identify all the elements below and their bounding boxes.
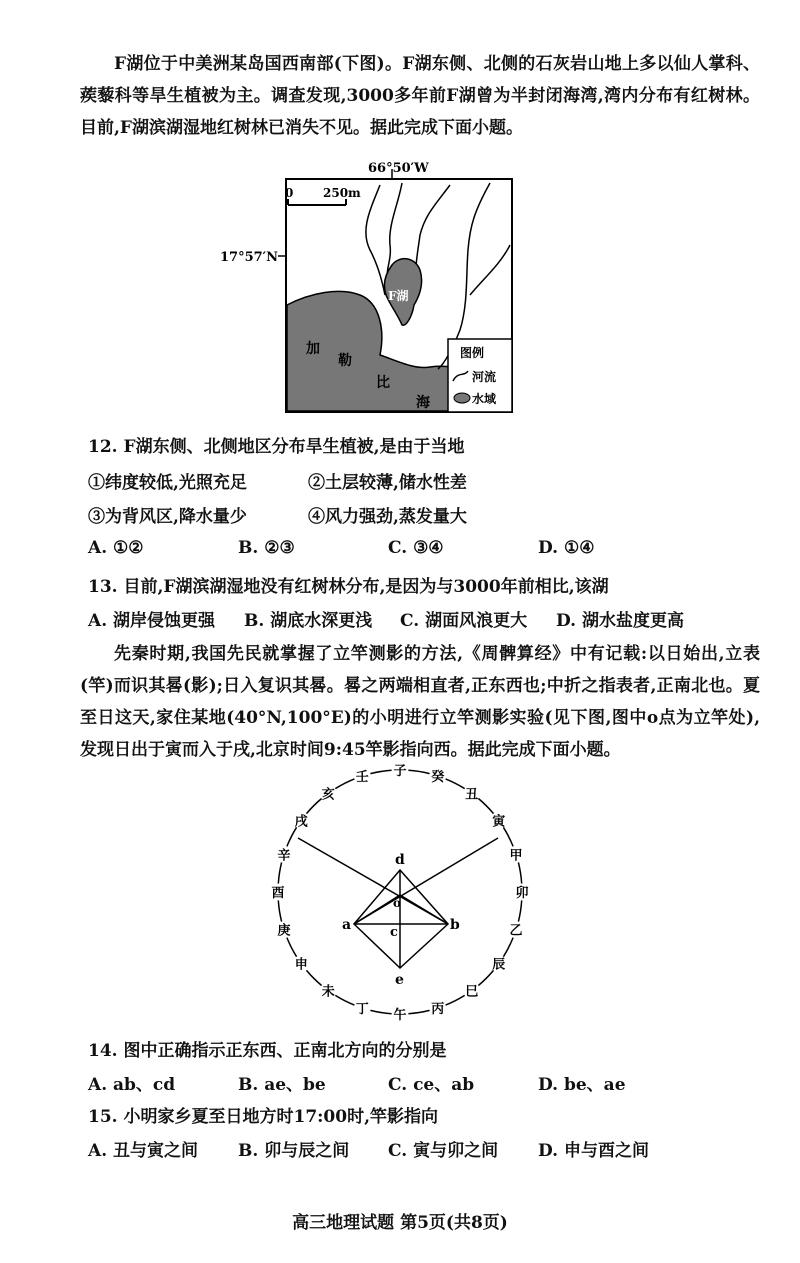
q12-item-1: ①纬度较低,光照充足 (88, 473, 247, 493)
q12-items-row-2 (88, 502, 768, 532)
point-a: a (342, 917, 352, 933)
q12-stem: 12. F湖东侧、北侧地区分布旱生植被,是由于当地 (88, 437, 465, 457)
dial-arc-8 (478, 970, 493, 985)
passage-1: F湖位于中美洲某岛国西南部(下图)。F湖东侧、北侧的石灰岩山地上多以仙人掌科、蒺藜科等旱生植被为主。调查发现,3000多年前F湖曾为半封闭海湾,湾内分布有红树林。目前,F湖滨湖湿地红树林已消失不见。据此完成下面小题。 (80, 54, 760, 138)
q15-option-c: C. 寅与卯之间 (388, 1141, 499, 1161)
scale-label: 250m (323, 186, 361, 200)
lake-label: F湖 (388, 289, 409, 303)
q14-option-b: B. ae、be (238, 1075, 326, 1095)
dial-branch-8: 辰 (492, 957, 506, 973)
q12-item-4: ④风力强劲,蒸发量大 (308, 507, 467, 527)
dial-arc-6 (518, 900, 521, 921)
point-b: b (450, 917, 460, 933)
dial-arc-16 (278, 862, 281, 883)
q12-option-a: A. ①② (88, 538, 144, 558)
legend-title: 图例 (460, 346, 485, 360)
dial-branch-11: 午 (393, 1008, 407, 1023)
dial-branch-1: 子 (393, 764, 407, 779)
q14-stem: 14. 图中正确指示正东西、正南北方向的分别是 (88, 1041, 447, 1061)
dial-branch-6: 卯 (515, 886, 529, 901)
q14-options (88, 1070, 768, 1100)
dial-arc-4 (503, 827, 513, 846)
dial-arc-2 (446, 779, 465, 789)
q15-option-a: A. 丑与寅之间 (88, 1141, 199, 1161)
dial-branch-14: 申 (294, 957, 308, 973)
q12-option-d: D. ①④ (538, 538, 595, 558)
q12-option-c: C. ③④ (388, 538, 444, 558)
dial-branch-7: 乙 (509, 923, 523, 939)
legend-water-icon (454, 393, 470, 403)
dial-branch-20: 壬 (355, 770, 369, 785)
legend-water-label: 水域 (472, 392, 497, 406)
legend-river-label: 河流 (472, 370, 497, 384)
dial-branch-12: 丁 (355, 1002, 369, 1017)
dial-arc-9 (446, 995, 465, 1005)
q15-option-d: D. 申与酉之间 (538, 1141, 649, 1161)
point-d: d (395, 852, 405, 868)
page-footer: 高三地理试题 第5页(共8页) (292, 1213, 508, 1233)
dial-arc-7 (503, 938, 513, 957)
dial-branch-9: 巳 (465, 984, 479, 1000)
dial-branch-19: 亥 (321, 787, 335, 803)
dial-branch-3: 丑 (465, 787, 479, 803)
point-c: c (390, 925, 398, 940)
dial-arc-1 (408, 770, 429, 773)
q12-item-2: ②土层较薄,储水性差 (308, 473, 467, 493)
q12-item-3: ③为背风区,降水量少 (88, 507, 247, 527)
q12-option-b: B. ②③ (238, 538, 295, 558)
dial-arc-18 (307, 799, 322, 814)
dial-arc-12 (335, 995, 354, 1005)
sea-char-4: 海 (416, 395, 430, 411)
point-o: o (393, 896, 402, 910)
dial-branch-18: 戌 (294, 814, 308, 830)
dial-branch-17: 辛 (277, 848, 291, 864)
dial-branch-10: 丙 (431, 1002, 445, 1017)
dial-branch-13: 未 (321, 984, 335, 1000)
dial-arc-5 (518, 862, 521, 883)
dial-arc-10 (408, 1010, 429, 1013)
q15-stem: 15. 小明家乡夏至日地方时17:00时,竿影指向 (88, 1107, 439, 1127)
dial-branch-16: 酉 (271, 886, 285, 901)
q15-option-b: B. 卯与辰之间 (238, 1141, 350, 1161)
scale-zero: 0 (285, 186, 294, 200)
q13-options (88, 606, 768, 636)
dial-arc-13 (307, 970, 322, 985)
kite-adbe (354, 870, 448, 968)
line-b-o (400, 895, 448, 924)
dial-arc-11 (370, 1010, 391, 1013)
dial-arc-17 (287, 827, 297, 846)
shadow-measurement-diagram (250, 762, 550, 1030)
q13-option-a: A. 湖岸侵蚀更强 (88, 611, 216, 631)
q13-option-d: D. 湖水盐度更高 (556, 611, 684, 631)
q12-options (88, 538, 768, 568)
q13-option-b: B. 湖底水深更浅 (244, 611, 373, 631)
sea-char-3: 比 (376, 375, 390, 391)
q12-items-row-1 (88, 468, 768, 498)
dial-arc-19 (335, 779, 354, 789)
q13-stem: 13. 目前,F湖滨湖湿地没有红树林分布,是因为与3000年前相比,该湖 (88, 577, 609, 597)
q13-option-c: C. 湖面风浪更大 (400, 611, 528, 631)
latitude-label: 17°57′N (220, 250, 278, 265)
q14-option-c: C. ce、ab (388, 1075, 475, 1095)
dial-arc-14 (287, 938, 297, 957)
sea-char-1: 加 (306, 341, 320, 357)
dial-branch-4: 寅 (492, 814, 506, 830)
q14-option-a: A. ab、cd (88, 1075, 176, 1095)
dial-branch-5: 甲 (509, 848, 523, 864)
dial-branch-15: 庚 (277, 923, 291, 939)
point-e: e (395, 972, 404, 988)
q15-options (88, 1136, 768, 1166)
dial-branch-2: 癸 (431, 770, 445, 785)
passage-2: 先秦时期,我国先民就掌握了立竿测影的方法,《周髀算经》中有记载:以日始出,立表(竿)而识其晷(影);日入复识其晷。晷之两端相直者,正东西也;中折之指表者,正南北也。夏至日这天,家住某地(40°N,100°E)的小明进行立竿测影实验(见下图,图中o点为立竿处),发现日出于寅而入于戌,北京时间9:45竿影指向西。据此完成下面小题。 (80, 644, 760, 760)
lake-f-map (220, 155, 540, 417)
sea-char-2: 勒 (338, 353, 352, 369)
q14-option-d: D. be、ae (538, 1075, 626, 1095)
dial-arc-20 (370, 770, 391, 773)
dial-arc-3 (478, 799, 493, 814)
dial-arc-15 (278, 900, 281, 921)
longitude-label: 66°50′W (368, 161, 429, 176)
